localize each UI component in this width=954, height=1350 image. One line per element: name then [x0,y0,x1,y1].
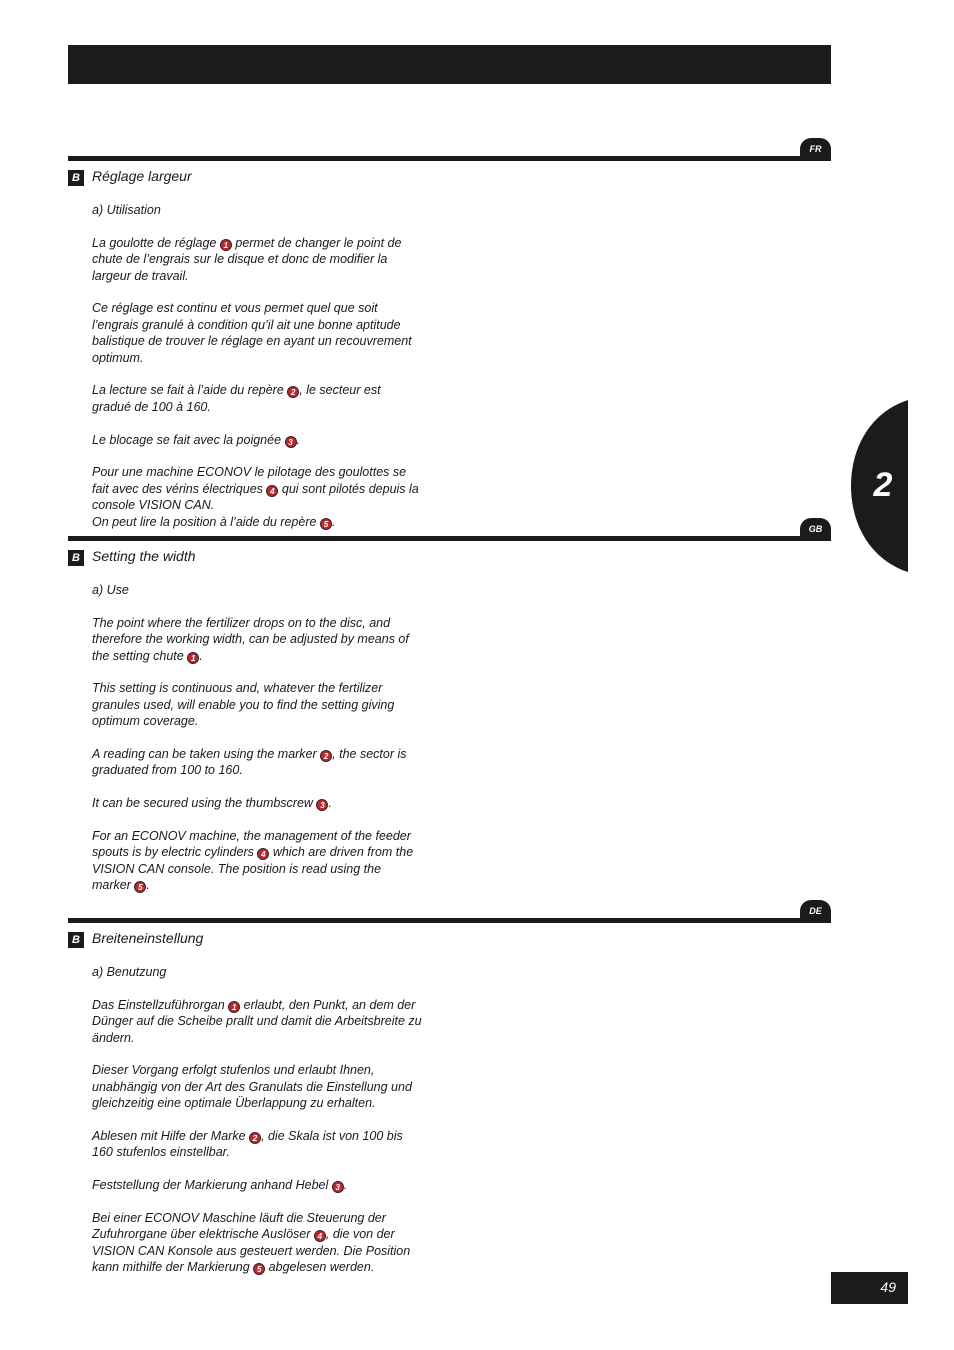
paragraph-text: La lecture se fait à l’aide du repère [92,383,288,398]
page-number-box [831,1272,908,1304]
paragraph-text: a) Benutzung [92,965,167,979]
callout-marker: 4 [257,848,269,860]
callout-marker: 3 [285,436,297,448]
lang-tab-gb: GB [800,518,831,540]
section-rule [68,918,831,923]
paragraph-text: a) Use [92,583,129,597]
paragraph-text: , le secteur est gradué de 100 à 160. [92,383,381,414]
section-title: Setting the width [92,548,196,564]
section-rule [68,536,831,541]
paragraph-text: The point where the fertilizer drops on to the disc, and therefore the working width, can be adjusted by means of the setting chute [92,615,409,663]
section-badge: B [68,932,84,948]
lang-tab-fr: FR [800,138,831,160]
callout-marker: 2 [249,1132,261,1144]
paragraph-text: , die Skala ist von 100 bis 160 stufenlos einstellbar. [92,1129,403,1160]
chapter-number: 2 [873,466,893,504]
paragraph-text: . [343,1178,348,1193]
section-gb [68,518,831,918]
paragraph-text: On peut lire la position à l’aide du repère [92,514,320,529]
section-badge: B [68,170,84,186]
section-title: Réglage largeur [92,168,192,184]
page-number: 49 [880,1279,896,1295]
section-fr [68,138,831,538]
section-body [92,964,422,1292]
paragraph [92,235,422,284]
paragraph [92,615,422,664]
paragraph-text: Das Einstellzuführorgan [92,997,229,1012]
paragraph-text: This setting is continuous and, whatever the fertilizer granules used, will enable you to find the setting giving optimum coverage. [92,681,395,729]
paragraph [92,432,422,448]
paragraph [92,1210,422,1276]
paragraph-text: erlaubt, den Punkt, an dem der Dünger auf die Scheibe prallt und damit die Arbeitsbreite zu ändern. [92,997,422,1045]
paragraph-text: A reading can be taken using the marker [92,747,321,762]
paragraph-text: . [146,878,150,893]
paragraph [92,1062,422,1111]
callout-marker: 1 [228,1001,240,1013]
callout-marker: 3 [316,799,328,811]
section-de [68,900,831,1300]
callout-marker: 4 [314,1230,326,1242]
paragraph-text: Feststellung der Markierung anhand Hebel [92,1178,332,1193]
paragraph-text: . [296,432,300,447]
paragraph [92,582,422,598]
paragraph-text: , the sector is graduated from 100 to 160. [92,747,407,778]
page-header [68,45,831,114]
paragraph-text: Bei einer ECONOV Maschine läuft die Steuerung der Zufuhrorgane über elektrische Auslöser [92,1211,386,1242]
callout-marker: 1 [220,239,232,251]
paragraph [92,202,422,218]
callout-marker: 1 [187,652,199,664]
paragraph-text: qui sont pilotés depuis la console VISION CAN. [92,481,419,513]
paragraph-text: Ce réglage est continu et vous permet quel que soit l’engrais granulé à condition qu’il ait une bonne aptitude balistique de trouver le réglage en ayant un recouvrement optimum. [92,301,412,365]
paragraph-text: , die von der VISION CAN Konsole aus gesteuert werden. Die Position kann mithilfe der Markierung [92,1227,411,1275]
callout-marker: 2 [320,750,332,762]
section-badge: B [68,550,84,566]
paragraph [92,382,422,415]
paragraph [92,1128,422,1161]
callout-marker: 4 [266,485,278,497]
header-title: Réglages / Settings / Einstellungen [89,93,432,114]
callout-marker: 3 [332,1181,344,1193]
paragraph-text: which are driven from the VISION CAN console. The position is read using the marker [92,845,414,893]
paragraph-text: Ablesen mit Hilfe der Marke [92,1129,250,1144]
section-body [92,202,422,546]
chapter-tab [851,400,908,572]
lang-tab-de: DE [800,900,831,922]
paragraph-text: Le blocage se fait avec la poignée [92,432,285,447]
paragraph [92,964,422,980]
paragraph-text: a) Utilisation [92,203,161,217]
callout-marker: 5 [253,1263,265,1275]
paragraph [92,746,422,779]
paragraph-text: Dieser Vorgang erfolgt stufenlos und erlaubt Ihnen, unabhängig von der Art des Granulats die Einstellung und gleichzeitig eine optimale Überlappung zu erhalten. [92,1063,412,1111]
paragraph [92,795,422,811]
paragraph-text: For an ECONOV machine, the management of the feeder spouts is by electric cylinders [92,829,411,860]
paragraph-text: It can be secured using the thumbscrew [92,796,317,811]
paragraph-text: . [199,648,203,663]
section-rule [68,156,831,161]
paragraph-text: La goulotte de réglage [92,235,220,250]
paragraph-text: . [328,796,332,811]
paragraph [92,828,422,894]
paragraph [92,1177,422,1193]
paragraph [92,300,422,366]
paragraph [92,680,422,729]
paragraph-text: abgelesen werden. [265,1260,375,1275]
paragraph-text: permet de changer le point de chute de l’engrais sur le disque et donc de modifier la largeur de travail. [92,235,402,283]
section-body [92,582,422,910]
paragraph [92,464,422,513]
paragraph [92,997,422,1046]
callout-marker: 5 [320,518,332,530]
paragraph-text: Pour une machine ECONOV le pilotage des goulottes se fait avec des vérins électriques [92,465,407,496]
paragraph-text: . [331,514,336,529]
section-title: Breiteneinstellung [92,930,204,946]
callout-marker: 5 [134,881,146,893]
callout-marker: 2 [287,386,299,398]
